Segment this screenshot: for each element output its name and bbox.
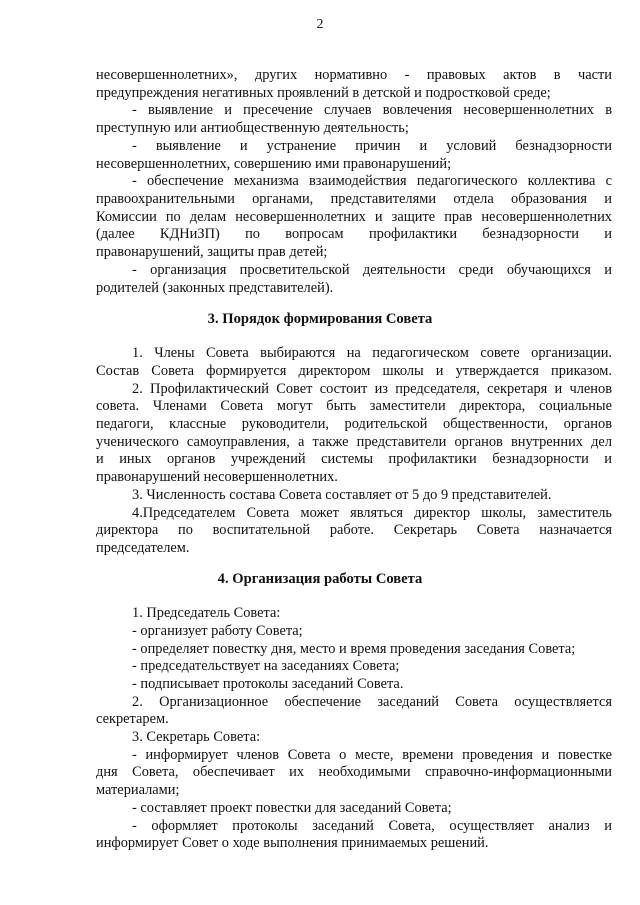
text-line: совета. Членами Совета могут быть заместители директора, социальные (96, 398, 612, 414)
text-line: - составляет проект повестки для заседаний Совета; (132, 800, 452, 816)
text-line: - председательствует на заседаниях Совета; (132, 658, 400, 674)
text-line: правонарушений несовершеннолетних. (96, 469, 338, 485)
text-line: материалами; (96, 782, 180, 798)
text-line: 2. Организационное обеспечение заседаний Совета осуществляется (132, 694, 612, 710)
text-line: несовершеннолетних», других нормативно - правовых актов в части (96, 67, 612, 83)
text-line: - определяет повестку дня, место и время проведения заседания Совета; (132, 641, 576, 657)
text-line: ученического самоуправления, а также представители органов внутренних дел (96, 434, 612, 450)
text-line: Состав Совета формируется директором школы и утверждается приказом. (96, 363, 612, 379)
text-line: председателем. (96, 540, 190, 556)
page-number: 2 (316, 17, 324, 32)
text-line: - выявление и пресечение случаев вовлечения несовершеннолетних в (132, 102, 612, 118)
text-line: правонарушений, защиты прав детей; (96, 244, 328, 260)
text-line: секретарем. (96, 711, 169, 727)
text-line: 1. Члены Совета выбираются на педагогическом совете организации. (132, 345, 612, 361)
text-line: родителей (законных представителей). (96, 280, 334, 296)
text-line: - организует работу Совета; (132, 623, 303, 639)
text-line: директора по воспитательной работе. Секретарь Совета назначается (96, 522, 612, 538)
text-line: (далее КДНиЗП) по вопросам профилактики безнадзорности и (96, 226, 612, 242)
text-line: 2. Профилактический Совет состоит из председателя, секретаря и членов (132, 381, 612, 397)
text-line: - обеспечение механизма взаимодействия педагогического коллектива с (132, 173, 612, 189)
text-line: - оформляет протоколы заседаний Совета, осуществляет анализ и (132, 818, 612, 834)
text-line: педагоги, классные руководители, родительской общественности, органов (96, 416, 612, 432)
text-line: 3. Секретарь Совета: (132, 729, 261, 745)
text-line: преступную или антиобщественную деятельность; (96, 120, 409, 136)
text-line: - подписывает протоколы заседаний Совета. (132, 676, 404, 692)
text-line: - выявление и устранение причин и условий безнадзорности (132, 138, 612, 154)
text-line: предупреждения негативных проявлений в детской и подростковой среде; (96, 85, 551, 101)
text-line: - информирует членов Совета о месте, времени проведения и повестке (132, 747, 612, 763)
text-line: и иных органов учреждений системы профилактики безнадзорности и (96, 451, 612, 467)
text-line: 1. Председатель Совета: (132, 605, 281, 621)
text-line: несовершеннолетних, совершению ими правонарушений; (96, 156, 452, 172)
text-line: информирует Совет о ходе выполнения принимаемых решений. (96, 835, 489, 851)
text-line: 3. Численность состава Совета составляет от 5 до 9 представителей. (132, 487, 552, 503)
section-heading: 3. Порядок формирования Совета (207, 311, 433, 327)
text-line: дня Совета, обеспечивает их необходимыми справочно-информационными (96, 764, 612, 780)
text-line: - организация просветительской деятельности среди обучающихся и (132, 262, 612, 278)
text-line: правоохранительными органами, представителями отдела образования и (96, 191, 612, 207)
section-heading: 4. Организация работы Совета (217, 571, 423, 587)
text-line: 4.Председателем Совета может являться директор школы, заместитель (132, 505, 612, 521)
text-line: Комиссии по делам несовершеннолетних и защите прав несовершеннолетних (96, 209, 612, 225)
